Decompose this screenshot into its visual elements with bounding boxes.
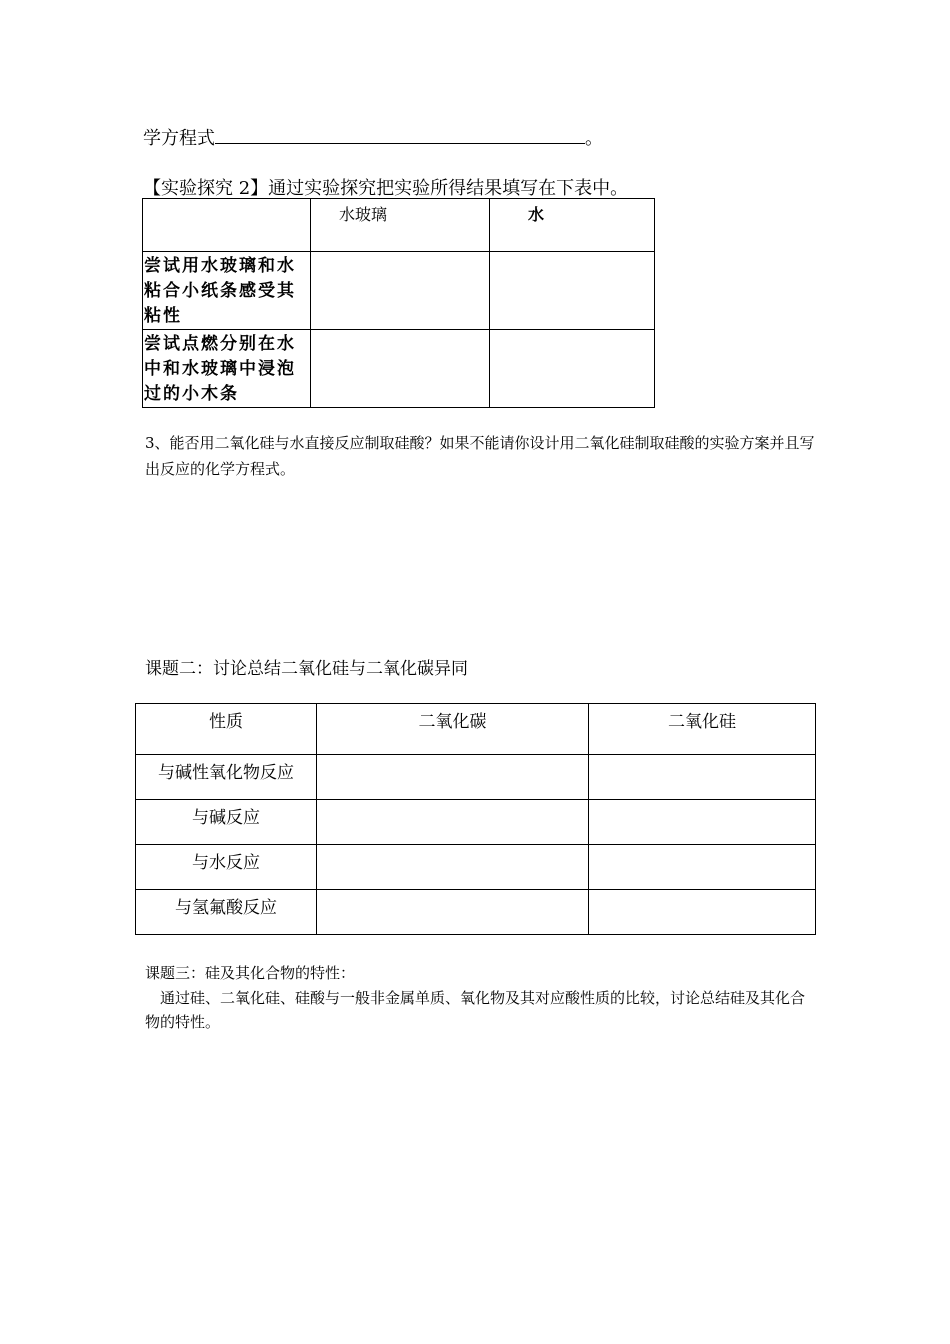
row-label: 与碱性氧化物反应	[136, 755, 317, 800]
answer-cell[interactable]	[490, 330, 655, 408]
answer-cell[interactable]	[589, 800, 816, 845]
answer-cell[interactable]	[589, 845, 816, 890]
answer-cell[interactable]	[317, 845, 589, 890]
answer-cell[interactable]	[490, 252, 655, 330]
topic-2-title: 课题二：讨论总结二氧化硅与二氧化碳异同	[145, 659, 468, 679]
row-label: 与水反应	[136, 845, 317, 890]
topic-3-title: 课题三：硅及其化合物的特性：	[145, 964, 356, 982]
table-row	[136, 845, 816, 890]
equation-end-mark: 。	[585, 128, 603, 149]
answer-cell[interactable]	[317, 890, 589, 935]
experiment-2-table	[142, 198, 655, 408]
answer-cell[interactable]	[589, 890, 816, 935]
table-row	[136, 800, 816, 845]
table-header-row	[143, 199, 655, 252]
table-row	[136, 755, 816, 800]
header-cell-sio2: 二氧化硅	[589, 704, 816, 755]
answer-cell[interactable]	[317, 800, 589, 845]
table-header-row	[136, 704, 816, 755]
row-label-adhesion: 尝试用水玻璃和水粘合小纸条感受其粘性	[143, 252, 311, 330]
table-row	[143, 252, 655, 330]
header-cell-water-glass: 水玻璃	[311, 199, 490, 252]
equation-line	[143, 124, 603, 150]
table-row	[143, 330, 655, 408]
row-label: 与碱反应	[136, 800, 317, 845]
equation-blank[interactable]	[215, 127, 585, 144]
experiment-2-title: 【实验探究 2】通过实验探究把实验所得结果填写在下表中。	[143, 178, 629, 199]
row-label: 与氢氟酸反应	[136, 890, 317, 935]
table-row	[136, 890, 816, 935]
comparison-table	[135, 703, 816, 935]
header-cell-water: 水	[490, 199, 655, 252]
equation-label: 学方程式	[143, 128, 215, 149]
answer-cell[interactable]	[317, 755, 589, 800]
header-cell-empty	[143, 199, 311, 252]
header-cell-co2: 二氧化碳	[317, 704, 589, 755]
answer-cell[interactable]	[311, 330, 490, 408]
header-cell-property: 性质	[136, 704, 317, 755]
answer-cell[interactable]	[589, 755, 816, 800]
answer-cell[interactable]	[311, 252, 490, 330]
row-label-ignition: 尝试点燃分别在水中和水玻璃中浸泡过的小木条	[143, 330, 311, 408]
question-3: 3、能否用二氧化硅与水直接反应制取硅酸？如果不能请你设计用二氧化硅制取硅酸的实验方案并且写出反应的化学方程式。	[145, 434, 815, 478]
topic-3-body: 通过硅、二氧化硅、硅酸与一般非金属单质、氧化物及其对应酸性质的比较，讨论总结硅及其化合物的特性。	[145, 989, 806, 1031]
